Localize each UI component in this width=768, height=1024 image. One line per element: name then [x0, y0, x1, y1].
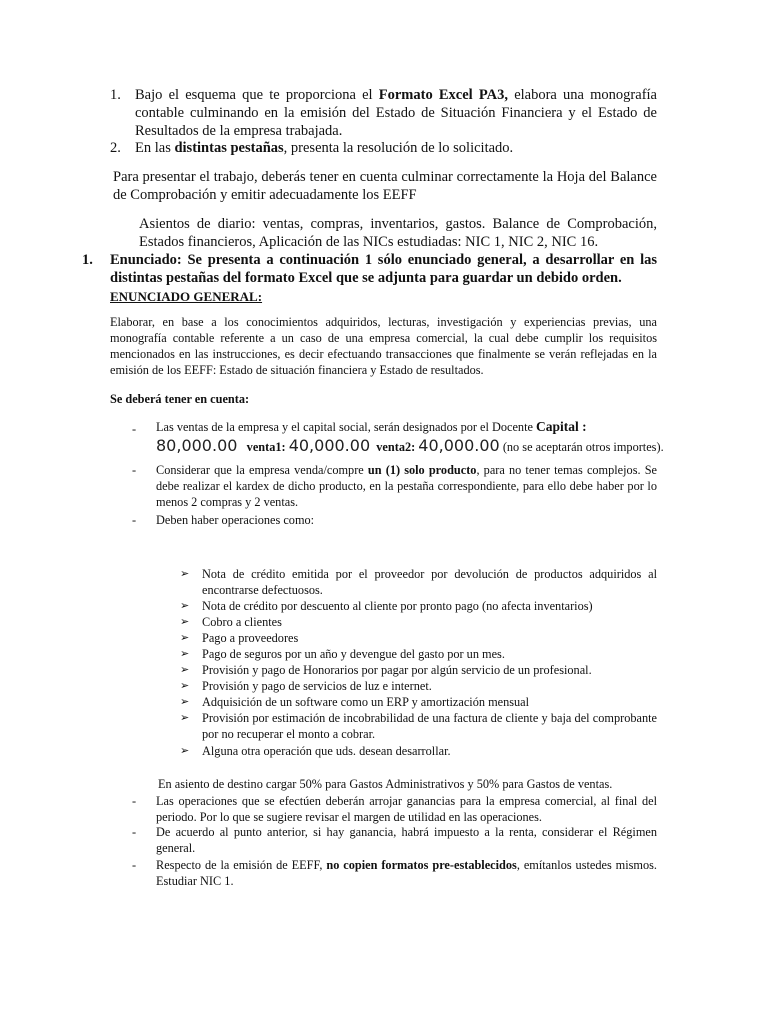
general-heading-text: ENUNCIADO GENERAL:: [110, 289, 263, 304]
operation-item: Alguna otra operación que uds. desean desarrollar.: [202, 744, 451, 758]
product-text: , para no tener temas complejos. Se debe realizar el kardex de dicho producto, en la pestaña correspondiente, para ello debe haber por lo menos 2 compras y 2 ventas.: [156, 463, 657, 509]
venta2-value: 40,000.00: [418, 436, 500, 455]
general-heading: [110, 288, 262, 305]
arrow-bullet-icon: ➢: [180, 615, 190, 628]
arrow-bullet-icon: ➢: [180, 567, 190, 580]
presentation-paragraph: Para presentar el trabajo, deberás tener en cuenta culminar correctamente la Hoja del Balance de Comprobación y emitir adecuadamente los EEFF: [113, 169, 657, 203]
instruction-bold: Formato Excel PA3,: [378, 87, 509, 103]
operation-item: Cobro a clientes: [202, 615, 282, 629]
product-item: [156, 462, 657, 510]
final-item: [156, 857, 657, 889]
instruction-text: Bajo el esquema que te proporciona el: [135, 87, 379, 103]
venta1-value: 40,000.00: [288, 436, 371, 455]
final-text: De acuerdo al punto anterior, si hay ganancia, habrá impuesto a la renta, considerar el Régimen general.: [156, 825, 657, 855]
instruction-item: [135, 86, 657, 140]
venta1-label: venta1:: [246, 440, 286, 454]
instruction-number: 1.: [110, 87, 121, 103]
capital-note: (no se aceptarán otros importes).: [502, 440, 664, 454]
final-text: Respecto de la emisión de EEFF,: [156, 858, 327, 872]
final-item: [156, 793, 657, 825]
operation-item: Pago de seguros por un año y devengue del gasto por un mes.: [202, 647, 505, 661]
instruction-text: En las: [135, 140, 175, 156]
instruction-text: , presenta la resolución de lo solicitado.: [283, 140, 514, 156]
instruction-item: [135, 139, 657, 157]
arrow-bullet-icon: ➢: [180, 647, 190, 660]
dash-bullet: -: [132, 513, 137, 527]
operation-item: Nota de crédito emitida por el proveedor por devolución de productos adquiridos al encontrarse defectuosos.: [202, 567, 657, 597]
operation-item: Adquisición de un software como un ERP y amortización mensual: [202, 695, 530, 709]
statement-text: Enunciado: Se presenta a continuación 1 sólo enunciado general, a desarrollar en las distintas pestañas del formato Excel que se adjunta para guardar un debido orden.: [110, 252, 657, 286]
operation-item: Provisión y pago de servicios de luz e internet.: [202, 679, 432, 693]
topics-paragraph: Asientos de diario: ventas, compras, inventarios, gastos. Balance de Comprobación, Estados financieros, Aplicación de las NICs estudiadas: NIC 1, NIC 2, NIC 16.: [139, 216, 657, 250]
arrow-bullet-icon: ➢: [180, 631, 190, 644]
final-text: Las operaciones que se efectúen deberán arrojar ganancias para la empresa comercial, al final del periodo. Por lo que se sugiere revisar el margen de utilidad en las operaciones.: [156, 794, 657, 824]
arrow-bullet-icon: ➢: [180, 599, 190, 612]
capital-label: Capital :: [536, 419, 587, 434]
venta2-label: venta2:: [376, 440, 416, 454]
dash-bullet: -: [132, 463, 137, 477]
instruction-bold: distintas pestañas: [174, 140, 284, 156]
operation-item: Pago a proveedores: [202, 631, 299, 645]
final-bold: no copien formatos pre-establecidos: [326, 858, 517, 872]
product-bold: un (1) solo producto: [367, 463, 477, 477]
final-item: [156, 824, 657, 856]
operation-item: Provisión y pago de Honorarios por pagar por algún servicio de un profesional.: [202, 663, 592, 677]
capital-intro-text: Las ventas de la empresa y el capital social, serán designados por el Docente: [156, 420, 537, 434]
instruction-text: elabora una monografía contable culminando en la emisión del Estado de Situación Financiera y el Estado de Resultados de la empresa trabajada.: [135, 87, 657, 139]
final-text: , emítanlos ustedes mismos. Estudiar NIC 1.: [156, 858, 658, 888]
dash-bullet: -: [132, 825, 137, 839]
dash-bullet: -: [132, 422, 137, 436]
capital-value: 80,000.00: [156, 436, 238, 455]
dash-bullet: -: [132, 858, 137, 872]
arrow-bullet-icon: ➢: [180, 695, 190, 708]
arrow-bullet-icon: ➢: [180, 711, 190, 724]
arrow-bullet-icon: ➢: [180, 663, 190, 676]
arrow-bullet-icon: ➢: [180, 679, 190, 692]
operation-item: Nota de crédito por descuento al cliente por pronto pago (no afecta inventarios): [202, 599, 593, 613]
dash-bullet: -: [132, 794, 137, 808]
operations-intro: Deben haber operaciones como:: [156, 513, 315, 527]
product-text: Considerar que la empresa venda/compre: [156, 463, 368, 477]
destination-text: En asiento de destino cargar 50% para Gastos Administrativos y 50% para Gastos de ventas.: [158, 777, 613, 791]
capital-item: [156, 419, 664, 455]
statement-number: 1.: [82, 252, 93, 268]
arrow-bullet-icon: ➢: [180, 744, 190, 757]
general-paragraph: Elaborar, en base a los conocimientos adquiridos, lecturas, investigación y experiencias previas, una monografía contable referente a un caso de una empresa comercial, la cual debe cumplir los requisitos mencionados en las instrucciones, es decir efectuando transacciones que finalmente se verán reflejadas en la emisión de los EEFF: Estado de situación financiera y Estado de resultados.: [110, 315, 657, 377]
consider-heading: Se deberá tener en cuenta:: [110, 392, 250, 406]
operation-item: Provisión por estimación de incobrabilidad de una factura de cliente y baja del comprobante por no recuperar el monto a cobrar.: [202, 711, 657, 741]
instruction-number: 2.: [110, 140, 121, 156]
